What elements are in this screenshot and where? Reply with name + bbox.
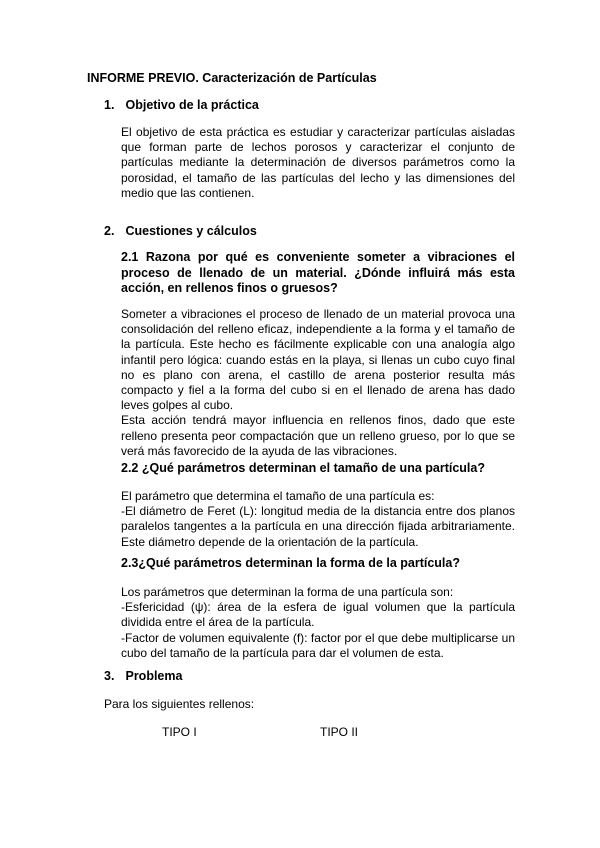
question-2-1: 2.1 Razona por qué es conveniente someter a vibraciones el proceso de llenado de un material. ¿Dónde influirá más esta acción, en rellenos finos o gruesos? xyxy=(121,250,515,296)
section-3-number: 3. xyxy=(104,669,115,683)
answer-2-3-line-1: Los parámetros que determinan la forma de una partícula son: xyxy=(121,585,454,599)
section-3-intro: Para los siguientes rellenos: xyxy=(104,697,255,711)
section-3-title: Problema xyxy=(125,669,183,683)
question-2-3: 2.3¿Qué parámetros determinan la forma de la partícula? xyxy=(121,556,460,570)
section-2-number: 2. xyxy=(104,224,115,238)
answer-2-3 xyxy=(121,585,515,661)
section-1-text: El objetivo de esta práctica es estudiar y caracterizar partículas aisladas que forman parte de lechos porosos y caracterizar el conjunto de partículas mediante la determinación de diversos parámetros como la porosidad, el tamaño de las partículas del lecho y las dimensiones del medio que las contienen. xyxy=(121,125,515,200)
section-1-number: 1. xyxy=(104,98,115,112)
type-1-label: TIPO I xyxy=(162,725,197,739)
section-3-heading xyxy=(104,669,182,683)
section-1-title: Objetivo de la práctica xyxy=(125,98,259,112)
answer-2-1-paragraph-2: Esta acción tendrá mayor influencia en rellenos finos, dado que este relleno presenta peor compactación que un relleno grueso, por lo que se verá más favorecido de la ayuda de las vibraciones. xyxy=(121,413,515,458)
section-2-title: Cuestiones y cálculos xyxy=(125,224,257,238)
answer-2-2 xyxy=(121,489,515,550)
answer-2-1-paragraph-1: Someter a vibraciones el proceso de llenado de un material provoca una consolidación del relleno eficaz, independiente a la forma y el tamaño de la partícula. Este hecho es fácilmente explicable con una analogía algo infantil pero lógica: cuando estás en la playa, si llenas un cubo cuyo final no es plano con arena, el castillo de arena posterior resulta más compacto y fiel a la forma del cubo si en el llenado de arena has dado leves golpes al cubo. xyxy=(121,307,515,413)
section-1-heading xyxy=(104,98,259,112)
page-title: INFORME PREVIO. Caracterización de Partículas xyxy=(87,71,377,85)
answer-2-3-line-3: -Factor de volumen equivalente (f): factor por el que debe multiplicarse un cubo del tamaño de la partícula para dar el volumen de esta. xyxy=(121,630,515,660)
type-2-label: TIPO II xyxy=(320,725,359,739)
question-2-2: 2.2 ¿Qué parámetros determinan el tamaño de una partícula? xyxy=(121,461,485,475)
section-2-heading xyxy=(104,224,257,238)
answer-2-3-line-2: -Esfericidad (ψ): área de la esfera de igual volumen que la partícula dividida entre el área de la partícula. xyxy=(121,600,515,630)
answer-2-1 xyxy=(121,307,515,459)
answer-2-2-line-1: El parámetro que determina el tamaño de una partícula es: xyxy=(121,489,435,503)
answer-2-2-line-2: -El diámetro de Feret (L): longitud media de la distancia entre dos planos paralelos tangentes a la partícula en una dirección fijada arbitrariamente. Este diámetro depende de la orientación de la partícula. xyxy=(121,504,515,549)
